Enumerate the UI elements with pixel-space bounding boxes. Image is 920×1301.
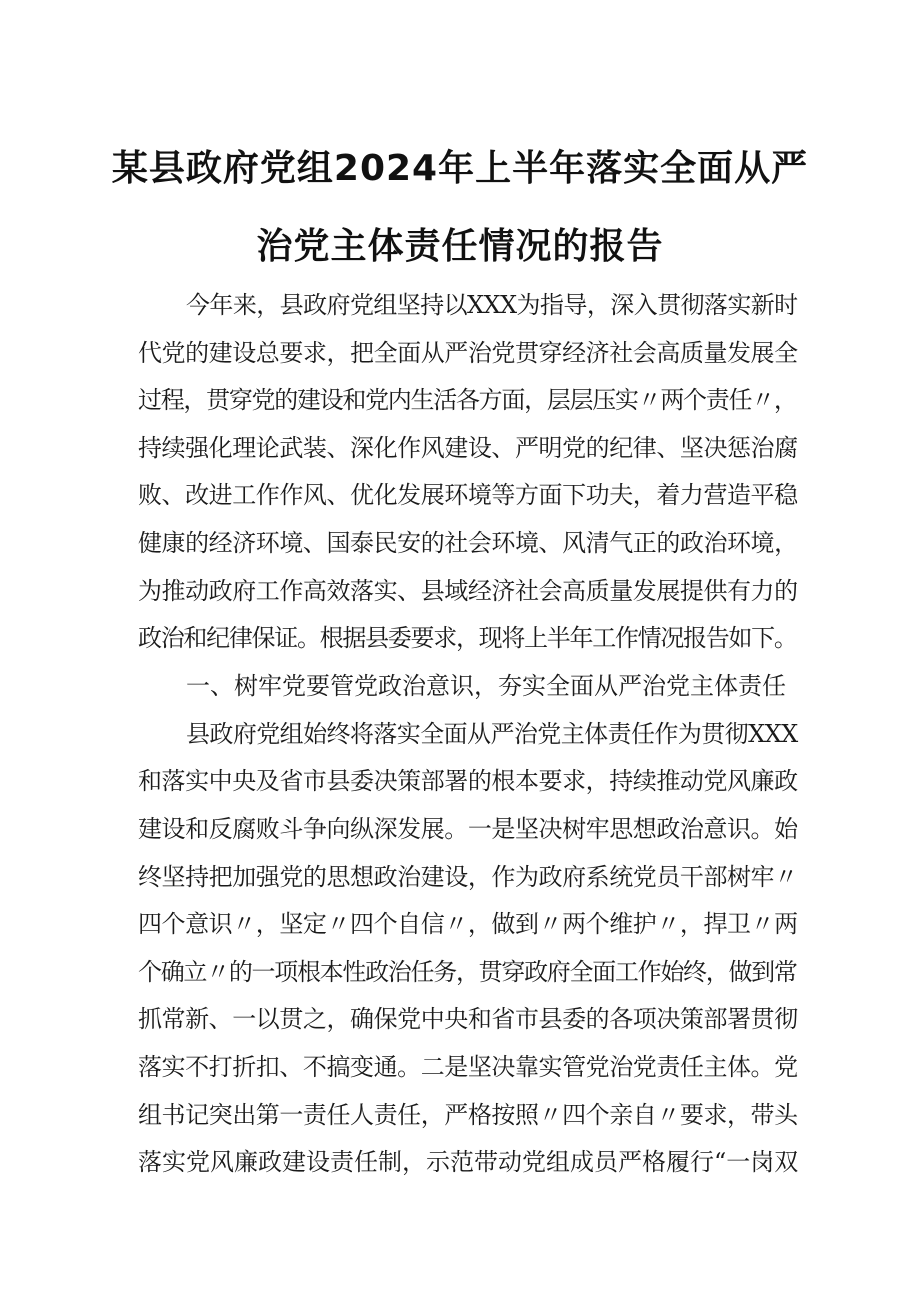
paragraph-2-line-1: 县政府党组始终将落实全面从严治党主体责任作为贯彻XXX xyxy=(186,720,798,748)
paragraph-2-line: 和落实中央及省市县委决策部署的根本要求，持续推动党风廉政 xyxy=(138,767,798,795)
section-heading-1: 一、树牢党要管党政治意识，夯实全面从严治党主体责任 xyxy=(186,672,786,700)
document-title-line-2: 治党主体责任情况的报告 xyxy=(256,226,664,267)
paragraph-2-line: 组书记突出第一责任人责任，严格按照〃四个亲自〃要求，带头 xyxy=(138,1101,798,1129)
paragraph-1-line: 政治和纪律保证。根据县委要求，现将上半年工作情况报告如下。 xyxy=(138,624,797,652)
document-title-line-1: 某县政府党组2024年上半年落实全面从严 xyxy=(111,148,809,189)
paragraph-2-line: 个确立〃的一项根本性政治任务，贯穿政府全面工作始终，做到常 xyxy=(138,958,797,986)
paragraph-2-line: 四个意识〃，坚定〃四个自信〃，做到〃两个维护〃，捍卫〃两 xyxy=(138,910,798,938)
paragraph-1-line: 持续强化理论武装、深化作风建设、严明党的纪律、坚决惩治腐 xyxy=(138,434,798,462)
paragraph-1-line: 健康的经济环境、国泰民安的社会环境、风清气正的政治环境， xyxy=(138,529,798,557)
paragraph-2-line: 终坚持把加强党的思想政治建设，作为政府系统党员干部树牢〃 xyxy=(138,863,798,891)
paragraph-2-line: 落实党风廉政建设责任制，示范带动党组成员严格履行“一岗双 xyxy=(138,1148,799,1176)
paragraph-1-line: 代党的建设总要求，把全面从严治党贯穿经济社会高质量发展全 xyxy=(138,339,798,367)
paragraph-1-line-1: 今年来，县政府党组坚持以XXX为指导，深入贯彻落实新时 xyxy=(186,291,798,319)
paragraph-2-line: 建设和反腐败斗争向纵深发展。一是坚决树牢思想政治意识。始 xyxy=(138,815,798,843)
paragraph-1-line: 过程，贯穿党的建设和党内生活各方面，层层压实〃两个责任〃， xyxy=(138,386,797,414)
paragraph-1-line: 为推动政府工作高效落实、县域经济社会高质量发展提供有力的 xyxy=(138,577,798,605)
paragraph-1-line: 败、改进工作作风、优化发展环境等方面下功夫，着力营造平稳 xyxy=(138,481,798,509)
paragraph-2-line: 落实不打折扣、不搞变通。二是坚决靠实管党治党责任主体。党 xyxy=(138,1053,798,1081)
paragraph-2-line: 抓常新、一以贯之，确保党中央和省市县委的各项决策部署贯彻 xyxy=(138,1005,798,1033)
